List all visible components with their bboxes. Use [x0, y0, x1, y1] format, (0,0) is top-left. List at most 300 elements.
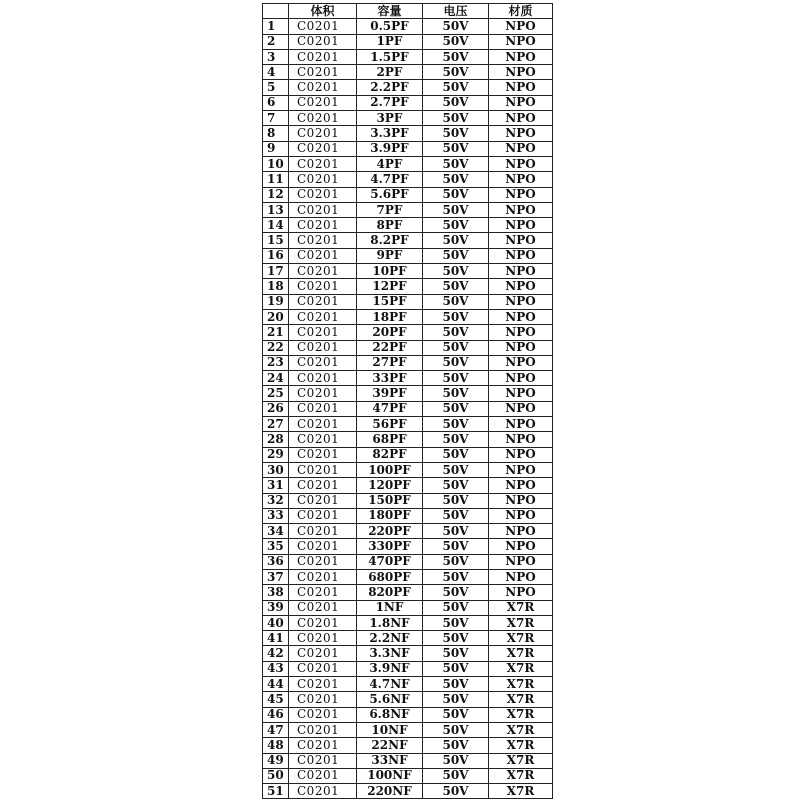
- material-cell: X7R: [489, 692, 553, 707]
- voltage-cell: 50V: [423, 233, 489, 248]
- material-cell: NPO: [489, 202, 553, 217]
- size-cell: C0201: [289, 355, 357, 370]
- material-cell: NPO: [489, 156, 553, 171]
- size-cell: C0201: [289, 631, 357, 646]
- size-cell: C0201: [289, 447, 357, 462]
- material-cell: X7R: [489, 784, 553, 799]
- voltage-cell: 50V: [423, 172, 489, 187]
- capacitance-cell: 5.6NF: [357, 692, 423, 707]
- voltage-cell: 50V: [423, 294, 489, 309]
- row-index: 5: [263, 80, 289, 95]
- voltage-cell: 50V: [423, 600, 489, 615]
- table-row: [263, 661, 553, 676]
- voltage-cell: 50V: [423, 615, 489, 630]
- table-row: [263, 539, 553, 554]
- table-row: [263, 65, 553, 80]
- table-row: [263, 156, 553, 171]
- voltage-cell: 50V: [423, 80, 489, 95]
- row-index: 40: [263, 615, 289, 630]
- material-cell: NPO: [489, 19, 553, 34]
- material-cell: NPO: [489, 493, 553, 508]
- size-cell: C0201: [289, 401, 357, 416]
- table-row: [263, 600, 553, 615]
- capacitor-spec-table: [262, 3, 553, 799]
- table-row: [263, 95, 553, 110]
- capacitance-cell: 2PF: [357, 65, 423, 80]
- size-cell: C0201: [289, 508, 357, 523]
- capacitance-cell: 3.9NF: [357, 661, 423, 676]
- voltage-cell: 50V: [423, 493, 489, 508]
- voltage-cell: 50V: [423, 126, 489, 141]
- size-cell: C0201: [289, 156, 357, 171]
- capacitance-cell: 3.3NF: [357, 646, 423, 661]
- voltage-cell: 50V: [423, 264, 489, 279]
- voltage-cell: 50V: [423, 325, 489, 340]
- table-row: [263, 111, 553, 126]
- size-cell: C0201: [289, 248, 357, 263]
- table-row: [263, 279, 553, 294]
- voltage-cell: 50V: [423, 417, 489, 432]
- row-index: 22: [263, 340, 289, 355]
- row-index: 33: [263, 508, 289, 523]
- table-row: [263, 738, 553, 753]
- capacitance-cell: 33NF: [357, 753, 423, 768]
- table-header: [263, 4, 553, 19]
- row-index: 8: [263, 126, 289, 141]
- table-row: [263, 462, 553, 477]
- table-row: [263, 646, 553, 661]
- table-row: [263, 141, 553, 156]
- size-cell: C0201: [289, 187, 357, 202]
- capacitance-cell: 56PF: [357, 417, 423, 432]
- table-row: [263, 264, 553, 279]
- row-index: 49: [263, 753, 289, 768]
- table-row: [263, 585, 553, 600]
- voltage-cell: 50V: [423, 95, 489, 110]
- capacitance-cell: 220PF: [357, 524, 423, 539]
- material-cell: NPO: [489, 95, 553, 110]
- row-index: 9: [263, 141, 289, 156]
- material-cell: NPO: [489, 340, 553, 355]
- capacitance-cell: 3.3PF: [357, 126, 423, 141]
- capacitance-cell: 180PF: [357, 508, 423, 523]
- voltage-cell: 50V: [423, 386, 489, 401]
- material-cell: NPO: [489, 325, 553, 340]
- voltage-cell: 50V: [423, 768, 489, 783]
- capacitance-cell: 100NF: [357, 768, 423, 783]
- material-cell: NPO: [489, 65, 553, 80]
- material-cell: NPO: [489, 432, 553, 447]
- capacitance-cell: 12PF: [357, 279, 423, 294]
- table-row: [263, 768, 553, 783]
- table-row: [263, 355, 553, 370]
- capacitance-cell: 0.5PF: [357, 19, 423, 34]
- size-cell: C0201: [289, 677, 357, 692]
- size-cell: C0201: [289, 692, 357, 707]
- row-index: 15: [263, 233, 289, 248]
- table-row: [263, 34, 553, 49]
- row-index: 20: [263, 309, 289, 324]
- table-row: [263, 172, 553, 187]
- size-cell: C0201: [289, 615, 357, 630]
- row-index: 47: [263, 722, 289, 737]
- material-cell: NPO: [489, 554, 553, 569]
- row-index: 44: [263, 677, 289, 692]
- material-cell: X7R: [489, 661, 553, 676]
- voltage-cell: 50V: [423, 111, 489, 126]
- table-row: [263, 753, 553, 768]
- size-cell: C0201: [289, 417, 357, 432]
- table-row: [263, 309, 553, 324]
- voltage-cell: 50V: [423, 753, 489, 768]
- voltage-cell: 50V: [423, 141, 489, 156]
- material-cell: NPO: [489, 294, 553, 309]
- voltage-cell: 50V: [423, 462, 489, 477]
- voltage-cell: 50V: [423, 65, 489, 80]
- table-row: [263, 126, 553, 141]
- size-cell: C0201: [289, 707, 357, 722]
- table-row: [263, 386, 553, 401]
- material-cell: NPO: [489, 264, 553, 279]
- table-row: [263, 447, 553, 462]
- size-cell: C0201: [289, 49, 357, 64]
- material-cell: NPO: [489, 80, 553, 95]
- row-index: 39: [263, 600, 289, 615]
- row-index: 28: [263, 432, 289, 447]
- voltage-cell: 50V: [423, 646, 489, 661]
- material-cell: NPO: [489, 401, 553, 416]
- material-cell: NPO: [489, 447, 553, 462]
- row-index: 11: [263, 172, 289, 187]
- table-row: [263, 707, 553, 722]
- header-capacitance: 容量: [357, 4, 423, 19]
- voltage-cell: 50V: [423, 524, 489, 539]
- material-cell: NPO: [489, 34, 553, 49]
- row-index: 34: [263, 524, 289, 539]
- size-cell: C0201: [289, 432, 357, 447]
- capacitance-cell: 4.7NF: [357, 677, 423, 692]
- capacitance-cell: 39PF: [357, 386, 423, 401]
- voltage-cell: 50V: [423, 722, 489, 737]
- row-index: 41: [263, 631, 289, 646]
- material-cell: NPO: [489, 248, 553, 263]
- material-cell: NPO: [489, 141, 553, 156]
- voltage-cell: 50V: [423, 156, 489, 171]
- material-cell: NPO: [489, 111, 553, 126]
- table-row: [263, 19, 553, 34]
- capacitance-cell: 33PF: [357, 371, 423, 386]
- row-index: 23: [263, 355, 289, 370]
- material-cell: NPO: [489, 508, 553, 523]
- capacitance-cell: 15PF: [357, 294, 423, 309]
- capacitance-cell: 2.2PF: [357, 80, 423, 95]
- table-row: [263, 248, 553, 263]
- table-row: [263, 615, 553, 630]
- table-row: [263, 677, 553, 692]
- row-index: 27: [263, 417, 289, 432]
- size-cell: C0201: [289, 478, 357, 493]
- voltage-cell: 50V: [423, 738, 489, 753]
- voltage-cell: 50V: [423, 401, 489, 416]
- table-row: [263, 325, 553, 340]
- row-index: 2: [263, 34, 289, 49]
- table-row: [263, 432, 553, 447]
- row-index: 7: [263, 111, 289, 126]
- voltage-cell: 50V: [423, 508, 489, 523]
- capacitance-cell: 2.2NF: [357, 631, 423, 646]
- size-cell: C0201: [289, 279, 357, 294]
- material-cell: X7R: [489, 722, 553, 737]
- material-cell: NPO: [489, 524, 553, 539]
- capacitance-cell: 22NF: [357, 738, 423, 753]
- header-size: 体积: [289, 4, 357, 19]
- size-cell: C0201: [289, 784, 357, 799]
- row-index: 38: [263, 585, 289, 600]
- voltage-cell: 50V: [423, 49, 489, 64]
- voltage-cell: 50V: [423, 569, 489, 584]
- capacitance-cell: 5.6PF: [357, 187, 423, 202]
- size-cell: C0201: [289, 172, 357, 187]
- material-cell: X7R: [489, 677, 553, 692]
- row-index: 31: [263, 478, 289, 493]
- header-index: [263, 4, 289, 19]
- size-cell: C0201: [289, 493, 357, 508]
- material-cell: X7R: [489, 631, 553, 646]
- material-cell: NPO: [489, 172, 553, 187]
- row-index: 13: [263, 202, 289, 217]
- size-cell: C0201: [289, 768, 357, 783]
- material-cell: X7R: [489, 753, 553, 768]
- voltage-cell: 50V: [423, 784, 489, 799]
- voltage-cell: 50V: [423, 309, 489, 324]
- material-cell: NPO: [489, 218, 553, 233]
- row-index: 48: [263, 738, 289, 753]
- voltage-cell: 50V: [423, 478, 489, 493]
- capacitance-cell: 10PF: [357, 264, 423, 279]
- voltage-cell: 50V: [423, 202, 489, 217]
- size-cell: C0201: [289, 539, 357, 554]
- row-index: 42: [263, 646, 289, 661]
- table-row: [263, 631, 553, 646]
- material-cell: NPO: [489, 233, 553, 248]
- size-cell: C0201: [289, 524, 357, 539]
- row-index: 37: [263, 569, 289, 584]
- table-row: [263, 524, 553, 539]
- size-cell: C0201: [289, 19, 357, 34]
- row-index: 16: [263, 248, 289, 263]
- size-cell: C0201: [289, 585, 357, 600]
- table-row: [263, 569, 553, 584]
- size-cell: C0201: [289, 554, 357, 569]
- capacitance-cell: 120PF: [357, 478, 423, 493]
- capacitance-cell: 1.8NF: [357, 615, 423, 630]
- material-cell: NPO: [489, 49, 553, 64]
- material-cell: NPO: [489, 126, 553, 141]
- size-cell: C0201: [289, 386, 357, 401]
- size-cell: C0201: [289, 371, 357, 386]
- voltage-cell: 50V: [423, 19, 489, 34]
- capacitance-cell: 820PF: [357, 585, 423, 600]
- material-cell: X7R: [489, 600, 553, 615]
- row-index: 32: [263, 493, 289, 508]
- capacitance-cell: 2.7PF: [357, 95, 423, 110]
- voltage-cell: 50V: [423, 371, 489, 386]
- size-cell: C0201: [289, 202, 357, 217]
- material-cell: NPO: [489, 569, 553, 584]
- voltage-cell: 50V: [423, 677, 489, 692]
- capacitance-cell: 220NF: [357, 784, 423, 799]
- capacitance-cell: 100PF: [357, 462, 423, 477]
- table-row: [263, 784, 553, 799]
- capacitance-cell: 470PF: [357, 554, 423, 569]
- capacitance-cell: 6.8NF: [357, 707, 423, 722]
- table-row: [263, 478, 553, 493]
- size-cell: C0201: [289, 661, 357, 676]
- voltage-cell: 50V: [423, 707, 489, 722]
- capacitance-cell: 330PF: [357, 539, 423, 554]
- voltage-cell: 50V: [423, 279, 489, 294]
- size-cell: C0201: [289, 264, 357, 279]
- voltage-cell: 50V: [423, 355, 489, 370]
- capacitance-cell: 3PF: [357, 111, 423, 126]
- row-index: 36: [263, 554, 289, 569]
- capacitance-cell: 82PF: [357, 447, 423, 462]
- header-row: [263, 4, 553, 19]
- material-cell: NPO: [489, 309, 553, 324]
- voltage-cell: 50V: [423, 539, 489, 554]
- material-cell: X7R: [489, 646, 553, 661]
- capacitance-cell: 9PF: [357, 248, 423, 263]
- material-cell: NPO: [489, 539, 553, 554]
- size-cell: C0201: [289, 722, 357, 737]
- table-row: [263, 554, 553, 569]
- row-index: 17: [263, 264, 289, 279]
- table-row: [263, 508, 553, 523]
- row-index: 21: [263, 325, 289, 340]
- material-cell: X7R: [489, 707, 553, 722]
- table-row: [263, 202, 553, 217]
- row-index: 51: [263, 784, 289, 799]
- table-row: [263, 233, 553, 248]
- material-cell: NPO: [489, 585, 553, 600]
- row-index: 1: [263, 19, 289, 34]
- material-cell: X7R: [489, 615, 553, 630]
- capacitance-cell: 18PF: [357, 309, 423, 324]
- table-row: [263, 218, 553, 233]
- material-cell: NPO: [489, 462, 553, 477]
- row-index: 30: [263, 462, 289, 477]
- voltage-cell: 50V: [423, 34, 489, 49]
- row-index: 12: [263, 187, 289, 202]
- row-index: 46: [263, 707, 289, 722]
- row-index: 10: [263, 156, 289, 171]
- capacitance-cell: 10NF: [357, 722, 423, 737]
- row-index: 50: [263, 768, 289, 783]
- capacitance-cell: 8.2PF: [357, 233, 423, 248]
- row-index: 18: [263, 279, 289, 294]
- capacitance-cell: 27PF: [357, 355, 423, 370]
- material-cell: NPO: [489, 371, 553, 386]
- capacitance-cell: 8PF: [357, 218, 423, 233]
- voltage-cell: 50V: [423, 554, 489, 569]
- table-row: [263, 722, 553, 737]
- row-index: 14: [263, 218, 289, 233]
- size-cell: C0201: [289, 218, 357, 233]
- voltage-cell: 50V: [423, 340, 489, 355]
- voltage-cell: 50V: [423, 187, 489, 202]
- table-row: [263, 371, 553, 386]
- table-body: [263, 19, 553, 799]
- size-cell: C0201: [289, 65, 357, 80]
- size-cell: C0201: [289, 753, 357, 768]
- row-index: 29: [263, 447, 289, 462]
- voltage-cell: 50V: [423, 447, 489, 462]
- table-row: [263, 417, 553, 432]
- size-cell: C0201: [289, 141, 357, 156]
- size-cell: C0201: [289, 111, 357, 126]
- table-row: [263, 692, 553, 707]
- row-index: 6: [263, 95, 289, 110]
- material-cell: NPO: [489, 417, 553, 432]
- row-index: 19: [263, 294, 289, 309]
- size-cell: C0201: [289, 294, 357, 309]
- size-cell: C0201: [289, 462, 357, 477]
- material-cell: NPO: [489, 386, 553, 401]
- row-index: 4: [263, 65, 289, 80]
- header-material: 材质: [489, 4, 553, 19]
- row-index: 25: [263, 386, 289, 401]
- capacitance-cell: 1PF: [357, 34, 423, 49]
- size-cell: C0201: [289, 34, 357, 49]
- material-cell: X7R: [489, 738, 553, 753]
- voltage-cell: 50V: [423, 432, 489, 447]
- row-index: 24: [263, 371, 289, 386]
- capacitance-cell: 150PF: [357, 493, 423, 508]
- material-cell: NPO: [489, 187, 553, 202]
- material-cell: X7R: [489, 768, 553, 783]
- capacitance-cell: 680PF: [357, 569, 423, 584]
- size-cell: C0201: [289, 569, 357, 584]
- table-row: [263, 493, 553, 508]
- capacitance-cell: 4PF: [357, 156, 423, 171]
- capacitance-cell: 7PF: [357, 202, 423, 217]
- size-cell: C0201: [289, 340, 357, 355]
- voltage-cell: 50V: [423, 631, 489, 646]
- table-row: [263, 80, 553, 95]
- voltage-cell: 50V: [423, 585, 489, 600]
- size-cell: C0201: [289, 126, 357, 141]
- capacitance-cell: 68PF: [357, 432, 423, 447]
- voltage-cell: 50V: [423, 248, 489, 263]
- capacitance-cell: 3.9PF: [357, 141, 423, 156]
- table-row: [263, 187, 553, 202]
- size-cell: C0201: [289, 600, 357, 615]
- size-cell: C0201: [289, 646, 357, 661]
- material-cell: NPO: [489, 355, 553, 370]
- row-index: 45: [263, 692, 289, 707]
- voltage-cell: 50V: [423, 692, 489, 707]
- size-cell: C0201: [289, 95, 357, 110]
- table-row: [263, 340, 553, 355]
- row-index: 26: [263, 401, 289, 416]
- header-voltage: 电压: [423, 4, 489, 19]
- capacitance-cell: 20PF: [357, 325, 423, 340]
- capacitance-cell: 1.5PF: [357, 49, 423, 64]
- table-row: [263, 401, 553, 416]
- material-cell: NPO: [489, 478, 553, 493]
- row-index: 43: [263, 661, 289, 676]
- capacitance-cell: 1NF: [357, 600, 423, 615]
